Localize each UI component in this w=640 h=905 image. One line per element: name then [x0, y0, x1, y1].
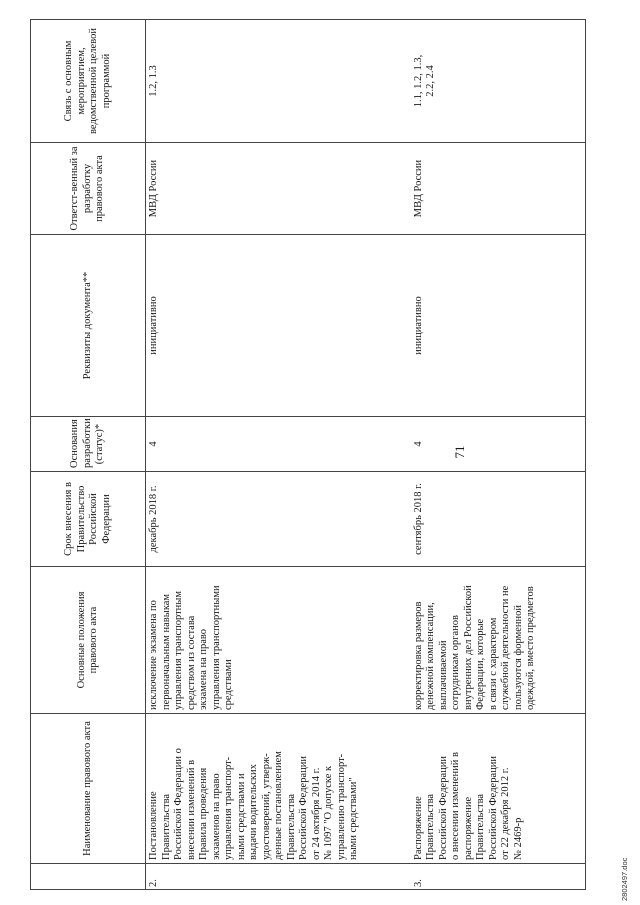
act-responsible: МВД России: [146, 143, 411, 235]
header-deadline: Срок внесения в Правительство Российской Федерации: [31, 472, 146, 567]
page-number: 71: [452, 445, 467, 459]
document-file-code: 2802497.doc: [620, 857, 629, 901]
act-link: 1.1, 1.2, 1.3, 2.2, 2.4: [411, 20, 586, 143]
header-responsible: Ответст-венный за разработку правового акта: [31, 143, 146, 235]
table-row: [146, 20, 411, 890]
header-basis: Основания разработки (статус)*: [31, 417, 146, 472]
act-deadline: декабрь 2018 г.: [146, 472, 411, 567]
act-requisites: инициативно: [411, 235, 586, 417]
act-deadline: сентябрь 2018 г.: [411, 472, 586, 567]
legal-acts-table: [30, 19, 586, 890]
act-provisions: исключение экзамена по первоначальным навыкам управления транспортным средством из состава экзамена на право управления транспортными средствами: [146, 567, 411, 714]
act-name: Распоряжение Правительства Российской Федерации о внесении изменений в распоряжение Правительства Российской Федерации от 22 декабря 2012 г. № 2469-р: [411, 714, 586, 864]
act-basis: 4: [146, 417, 411, 472]
table-row: [411, 20, 586, 890]
act-requisites: инициативно: [146, 235, 411, 417]
header-num: [31, 864, 146, 890]
act-basis: 4: [411, 417, 586, 472]
act-name: Постановление Правительства Российской Федерации о внесении изменений в Правила проведения экзаменов на право управления транспорт- ными средствами и выдачи водительских удостоверений, утверж- денные постановлением Правительства Российской Федерации от 24 октября 2014 г. № 1097 "О допуске к управлению транспорт- ными средствами": [146, 714, 411, 864]
header-link: Связь с основным мероприятием, ведомственной целевой программой: [31, 20, 146, 143]
header-requisites: Реквизиты документа**: [31, 235, 146, 417]
table-header-row: [31, 20, 146, 890]
act-provisions: корректировка размеров денежной компенсации, выплачиваемой сотрудникам органов внутренних дел Российской Федерации, которые в связи с характером служебной деятельности не пользуются форменной одеждой, вместо предметов: [411, 567, 586, 714]
act-responsible: МВД России: [411, 143, 586, 235]
act-link: 1.2, 1.3: [146, 20, 411, 143]
row-number: 3.: [411, 864, 586, 890]
header-name: Наименование правового акта: [31, 714, 146, 864]
header-provisions: Основные положения правового акта: [31, 567, 146, 714]
row-number: 2.: [146, 864, 411, 890]
